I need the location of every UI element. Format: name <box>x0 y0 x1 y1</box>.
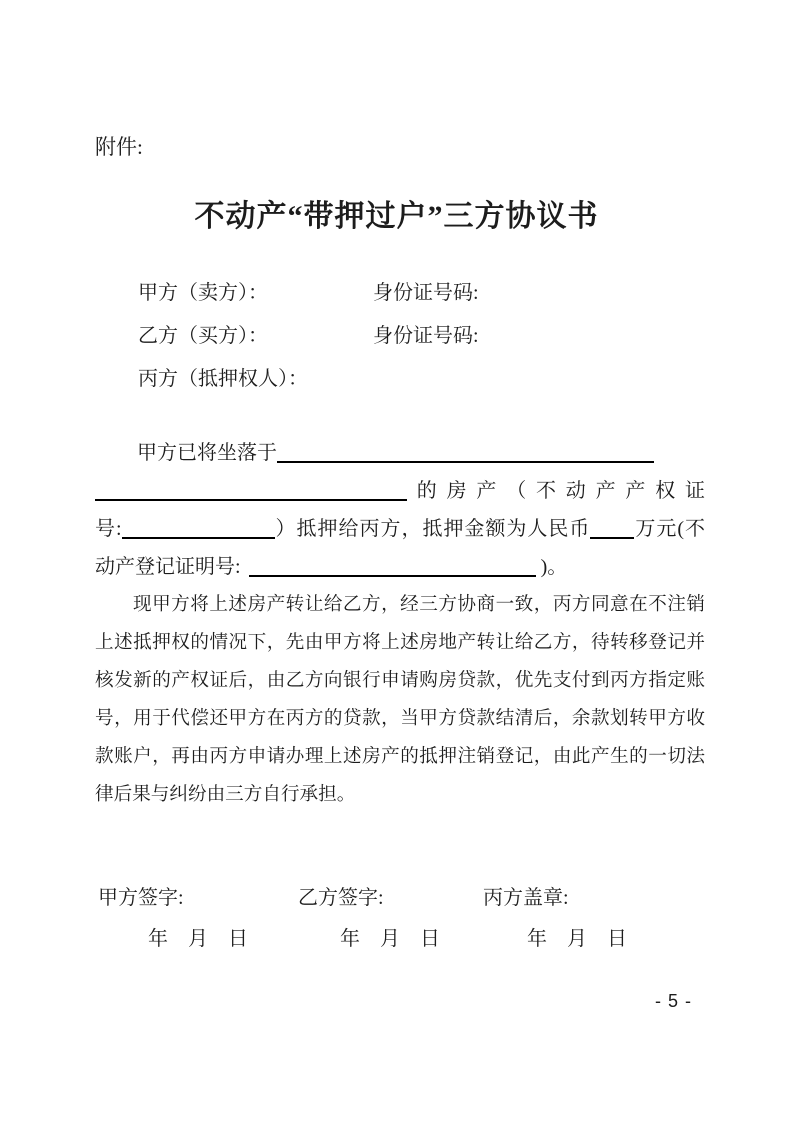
attachment-label: 附件: <box>95 135 143 159</box>
page-number: - 5 - <box>655 991 693 1011</box>
clause-line-4 <box>95 548 705 586</box>
party-label-bingfang: 丙方（抵押权人）： <box>138 368 308 390</box>
clause-line-2 <box>95 472 705 510</box>
blank-mortgage-amount <box>590 523 634 539</box>
party-id-label-jiafang: 身份证号码: <box>373 282 479 304</box>
party-row-bingfang <box>138 358 698 401</box>
party-label-jiafang: 甲方（卖方）： <box>138 282 268 304</box>
clause-line-3 <box>95 510 705 548</box>
body-line: 核发新的产权证后，由乙方向银行申请购房贷款，优先支付到丙方指定账 <box>95 670 705 691</box>
party-row-yifang <box>138 315 698 358</box>
signature-section <box>0 881 793 956</box>
signature-label-yifang: 乙方签字: <box>298 887 384 909</box>
clause-line-1-text: 甲方已将坐落于 <box>137 442 277 464</box>
date-line-yifang: 年 月 日 <box>340 928 440 950</box>
party-label-yifang: 乙方（买方）： <box>138 325 268 347</box>
blank-registration-cert-number <box>249 561 536 577</box>
blank-property-location-line-2 <box>95 485 407 501</box>
property-clause <box>95 434 705 586</box>
signature-label-jiafang: 甲方签字: <box>98 887 184 909</box>
blank-property-location-line-1 <box>277 447 654 463</box>
body-line: 上述抵押权的情况下，先由甲方将上述房地产转让给乙方，待转移登记并 <box>95 632 705 653</box>
date-line-bingfang: 年 月 日 <box>527 928 627 950</box>
clause-line-4-prefix: 动产登记证明号: <box>95 556 241 578</box>
clause-line-4-suffix: )。 <box>540 556 568 578</box>
date-line-jiafang: 年 月 日 <box>148 928 248 950</box>
body-line: 现甲方将上述房产转让给乙方，经三方协商一致，丙方同意在不注销 <box>133 594 705 615</box>
body-line: 款账户，再由丙方申请办理上述房产的抵押注销登记，由此产生的一切法 <box>95 746 705 767</box>
parties-section <box>138 272 698 401</box>
seal-label-bingfang: 丙方盖章: <box>483 887 569 909</box>
clause-line-1 <box>95 434 705 472</box>
party-row-jiafang <box>138 272 698 315</box>
page-title: 不动产“带押过户”三方协议书 <box>194 200 599 233</box>
body-line: 律后果与纠纷由三方自行承担。 <box>95 784 356 805</box>
clause-line-3-middle: ）抵押给丙方，抵押金额为人民币 <box>274 518 591 540</box>
party-id-label-yifang: 身份证号码: <box>373 325 479 347</box>
clause-line-3-prefix: 号: <box>95 518 122 540</box>
blank-property-cert-number <box>122 523 275 539</box>
body-paragraph <box>95 586 705 814</box>
clause-line-2-text: 的房产（不动产产权证 <box>407 480 705 502</box>
clause-line-3-suffix: 万元(不 <box>634 518 705 540</box>
body-line: 号，用于代偿还甲方在丙方的贷款，当甲方贷款结清后，余款划转甲方收 <box>95 708 705 729</box>
